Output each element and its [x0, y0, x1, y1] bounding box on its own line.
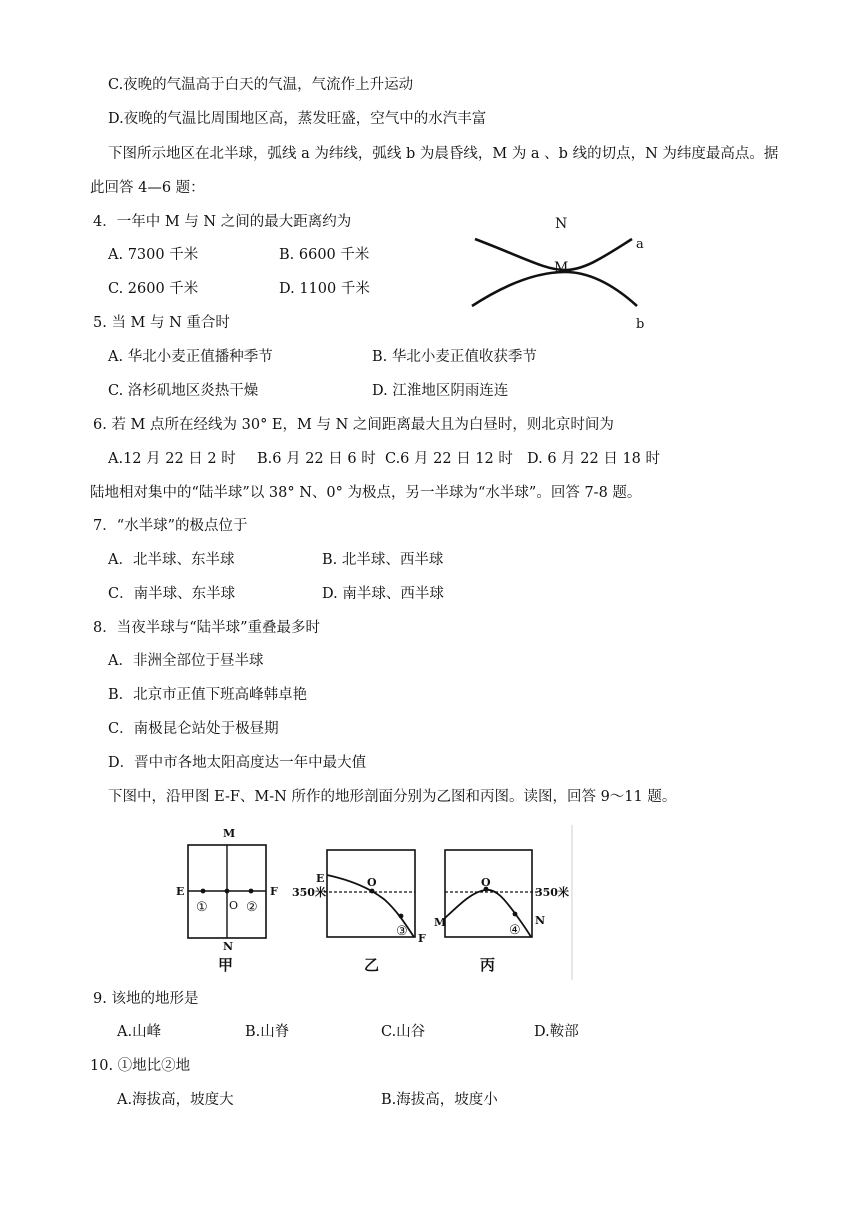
q7-option-b: B. 北半球、西半球	[322, 552, 444, 568]
yi-point-o	[370, 889, 375, 894]
arc-diagram	[455, 208, 665, 338]
bing-label-o: O	[481, 876, 491, 889]
q5-option-c: C. 洛杉矶地区炎热干燥	[108, 383, 259, 399]
question-7: 7．“水半球”的极点位于	[93, 518, 248, 534]
q7-option-d: D. 南半球、西半球	[322, 586, 444, 602]
question-10: 10. ①地比②地	[90, 1058, 191, 1074]
q9-option-d: D.鞍部	[534, 1024, 579, 1040]
caption-jia: 甲	[218, 956, 234, 974]
q6-option-d: D. 6 月 22 日 18 时	[527, 451, 660, 467]
yi-label-o: O	[367, 876, 377, 889]
intro-4-6-line1: 下图所示地区在北半球，弧线 a 为纬线，弧线 b 为晨昏线，M 为 a 、b 线的切点，N 为纬度最高点。据	[108, 146, 779, 162]
point-o-marker	[225, 889, 230, 894]
intro-9-11: 下图中，沿甲图 E-F、M-N 所作的地形剖面分别为乙图和丙图。读图，回答 9～11 题。	[108, 789, 677, 805]
arc-label-m: M	[554, 260, 569, 276]
bing-label-point-4: ④	[509, 923, 521, 938]
intro-7-8: 陆地相对集中的“陆半球”以 38° N、0° 为极点，另一半球为“水半球”。回答 7-8 题。	[90, 485, 642, 501]
q6-option-c: C.6 月 22 日 12 时	[385, 451, 513, 467]
terrain-profile-figure	[170, 820, 575, 982]
q5-option-b: B. 华北小麦正值收获季节	[372, 349, 537, 365]
point-1-marker	[201, 889, 206, 894]
arc-label-n: N	[555, 216, 568, 232]
q6-option-a: A.12 月 22 日 2 时	[108, 451, 236, 467]
profile-bing	[434, 850, 569, 974]
profile-yi	[292, 850, 426, 974]
intro-4-6-line2: 此回答 4—6 题：	[90, 180, 205, 196]
q8-option-b: B．北京市正值下班高峰韩卓艳	[108, 687, 308, 703]
option-d-previous: D.夜晚的气温比周围地区高，蒸发旺盛，空气中的水汽丰富	[108, 111, 487, 127]
yi-label-350: 350米	[292, 886, 326, 899]
jia-label-o: O	[229, 899, 239, 912]
q7-option-c: C．南半球、东半球	[108, 586, 236, 602]
q6-option-b: B.6 月 22 日 6 时	[257, 451, 376, 467]
map-jia	[176, 827, 278, 974]
yi-label-e: E	[316, 872, 325, 885]
q10-option-a: A.海拔高，坡度大	[117, 1092, 234, 1108]
question-6: 6. 若 M 点所在经线为 30° E，M 与 N 之间距离最大且为白昼时，则北京时间为	[93, 417, 614, 433]
q9-option-c: C.山谷	[381, 1024, 426, 1040]
q5-option-a: A. 华北小麦正值播种季节	[108, 349, 273, 365]
terminator-arc-b	[472, 272, 637, 306]
q4-option-a: A. 7300 千米	[108, 247, 199, 263]
q10-option-b: B.海拔高，坡度小	[381, 1092, 498, 1108]
yi-point-3	[399, 914, 404, 919]
jia-label-e: E	[176, 885, 185, 898]
caption-bing: 丙	[480, 956, 496, 974]
bing-label-n: N	[535, 914, 546, 927]
bing-label-350: 350米	[535, 886, 569, 899]
q8-option-a: A．非洲全部位于昼半球	[108, 653, 264, 669]
q4-option-b: B. 6600 千米	[279, 247, 370, 263]
bing-label-m: M	[434, 916, 447, 929]
yi-label-point-3: ③	[396, 924, 408, 939]
q9-option-b: B.山脊	[245, 1024, 290, 1040]
question-9: 9. 该地的地形是	[93, 991, 199, 1007]
jia-label-point-1: ①	[196, 900, 208, 915]
q4-option-d: D. 1100 千米	[279, 281, 370, 297]
jia-label-f: F	[270, 885, 278, 898]
q5-option-d: D. 江淮地区阴雨连连	[372, 383, 509, 399]
jia-label-point-2: ②	[246, 900, 258, 915]
yi-label-f: F	[418, 932, 426, 945]
question-8: 8．当夜半球与“陆半球”重叠最多时	[93, 620, 321, 636]
arc-label-a: a	[636, 237, 644, 252]
q4-option-c: C. 2600 千米	[108, 281, 199, 297]
jia-label-m: M	[223, 827, 236, 840]
caption-yi: 乙	[364, 956, 380, 974]
arc-label-b: b	[636, 317, 645, 332]
bing-point-4	[513, 912, 518, 917]
q9-option-a: A.山峰	[117, 1024, 162, 1040]
point-2-marker	[249, 889, 254, 894]
q8-option-c: C．南极昆仑站处于极昼期	[108, 721, 279, 737]
q7-option-a: A．北半球、东半球	[108, 552, 235, 568]
question-5: 5. 当 M 与 N 重合时	[93, 315, 230, 331]
jia-label-n: N	[223, 940, 234, 953]
q8-option-d: D．晋中市各地太阳高度达一年中最大值	[108, 755, 367, 771]
option-c-previous: C.夜晚的气温高于白天的气温，气流作上升运动	[108, 77, 414, 93]
question-4: 4．一年中 M 与 N 之间的最大距离约为	[93, 214, 352, 230]
